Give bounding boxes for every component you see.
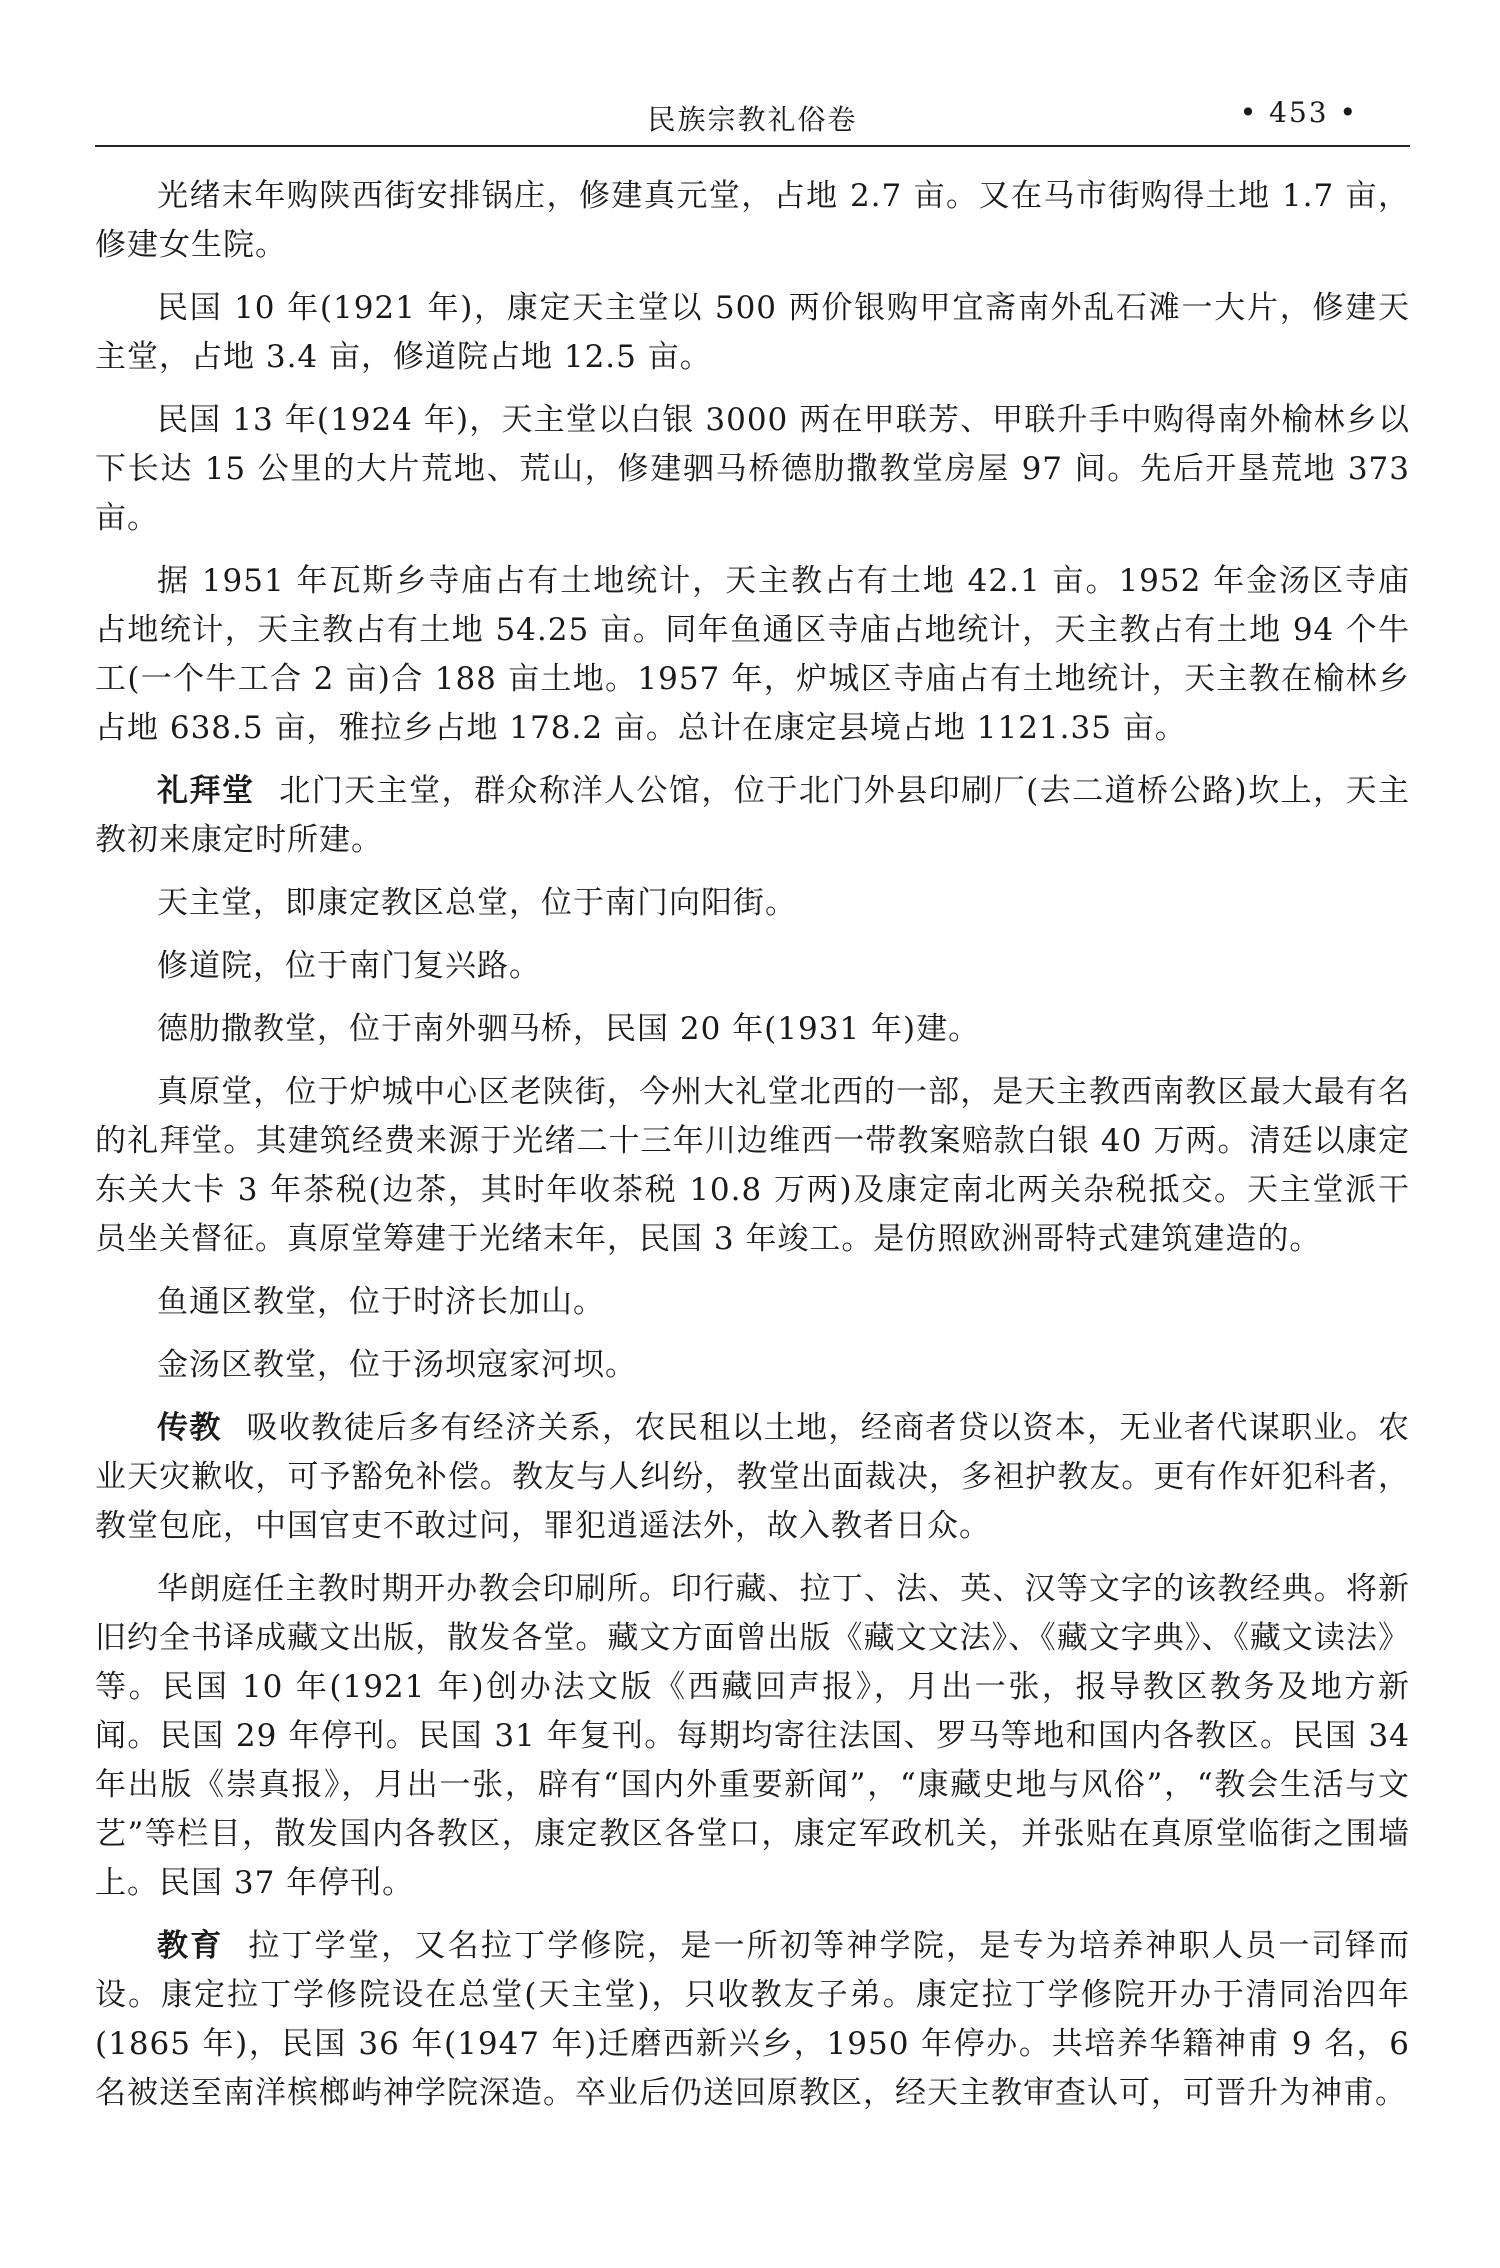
paragraph: 修道院，位于南门复兴路。	[157, 948, 541, 984]
paragraph: 光绪末年购陕西街安排锅庄，修建真元堂，占地 2.7 亩。又在马市街购得土地 1.7 亩，修建女生院。	[95, 178, 1410, 263]
section-lead: 礼拜堂	[157, 773, 255, 809]
paragraph: 华朗庭任主教时期开办教会印刷所。印行藏、拉丁、法、英、汉等文字的该教经典。将新旧约全书译成藏文出版，散发各堂。藏文方面曾出版《藏文文法》、《藏文字典》、《藏文读法》等。民国 10 年(1921 年)创办法文版《西藏回声报》，月出一张，报导教区教务及地方新闻。民国 29 年停刊。民国 31 年复刊。每期均寄往法国、罗马等地和国内各教区。民国 34 年出版《崇真报》，月出一张，辟有“国内外重要新闻”，“康藏史地与风俗”，“教会生活与文艺”等栏目，散发国内各教区，康定教区各堂口，康定军政机关，并张贴在真原堂临街之围墙上。民国 37 年停刊。	[95, 1571, 1410, 1901]
paragraph: 民国 10 年(1921 年)，康定天主堂以 500 两价银购甲宜斋南外乱石滩一大片，修建天主堂，占地 3.4 亩，修道院占地 12.5 亩。	[95, 290, 1410, 375]
paragraph: 据 1951 年瓦斯乡寺庙占有土地统计，天主教占有土地 42.1 亩。1952 年金汤区寺庙占地统计，天主教占有土地 54.25 亩。同年鱼通区寺庙占地统计，天主教占有土地 94 个牛工(一个牛工合 2 亩)合 188 亩土地。1957 年，炉城区寺庙占有土地统计，天主教在榆林乡占地 638.5 亩，雅拉乡占地 178.2 亩。总计在康定县境占地 1121.35 亩。	[95, 563, 1410, 746]
paragraph: 真原堂，位于炉城中心区老陕街，今州大礼堂北西的一部，是天主教西南教区最大最有名的礼拜堂。其建筑经费来源于光绪二十三年川边维西一带教案赔款白银 40 万两。清廷以康定东关大卡 3 年茶税(边茶，其时年收茶税 10.8 万两)及康定南北两关杂税抵交。天主堂派干员坐关督征。真原堂筹建于光绪末年，民国 3 年竣工。是仿照欧洲哥特式建筑建造的。	[95, 1074, 1410, 1257]
page-number: • 453 •	[1239, 96, 1358, 129]
paragraph: 天主堂，即康定教区总堂，位于南门向阳街。	[157, 885, 797, 921]
section-lead: 传教	[157, 1410, 222, 1446]
header-rule	[95, 145, 1410, 147]
paragraph-chuanjiao: 传教 吸收教徒后多有经济关系，农民租以土地，经商者贷以资本，无业者代谋职业。农业天灾歉收，可予豁免补偿。教友与人纠纷，教堂出面裁决，多袒护教友。更有作奸犯科者，教堂包庇，中国官吏不敢过问，罪犯逍遥法外，故入教者日众。	[95, 1410, 1411, 1544]
paragraph: 鱼通区教堂，位于时济长加山。	[157, 1284, 605, 1320]
paragraph: 民国 13 年(1924 年)，天主堂以白银 3000 两在甲联芳、甲联升手中购得南外榆林乡以下长达 15 公里的大片荒地、荒山，修建驷马桥德肋撒教堂房屋 97 间。先后开垦荒地 373 亩。	[95, 402, 1410, 536]
page-header	[95, 92, 1410, 142]
body-text	[95, 172, 1410, 2132]
paragraph: 德肋撒教堂，位于南外驷马桥，民国 20 年(1931 年)建。	[157, 1011, 981, 1047]
paragraph-libaitang: 礼拜堂 北门天主堂，群众称洋人公馆，位于北门外县印刷厂(去二道桥公路)坎上，天主教初来康定时所建。	[95, 773, 1411, 858]
paragraph: 金汤区教堂，位于汤坝寇家河坝。	[157, 1347, 637, 1383]
paragraph-jiaoyu: 教育 拉丁学堂，又名拉丁学修院，是一所初等神学院，是专为培养神职人员一司铎而设。康定拉丁学修院设在总堂(天主堂)，只收教友子弟。康定拉丁学修院开办于清同治四年(1865 年)，民国 36 年(1947 年)迁磨西新兴乡，1950 年停办。共培养华籍神甫 9 名，6 名被送至南洋槟榔屿神学院深造。卒业后仍送回原教区，经天主教审查认可，可晋升为神甫。	[95, 1928, 1411, 2111]
section-lead: 教育	[157, 1928, 224, 1964]
running-title: 民族宗教礼俗卷	[647, 103, 858, 136]
